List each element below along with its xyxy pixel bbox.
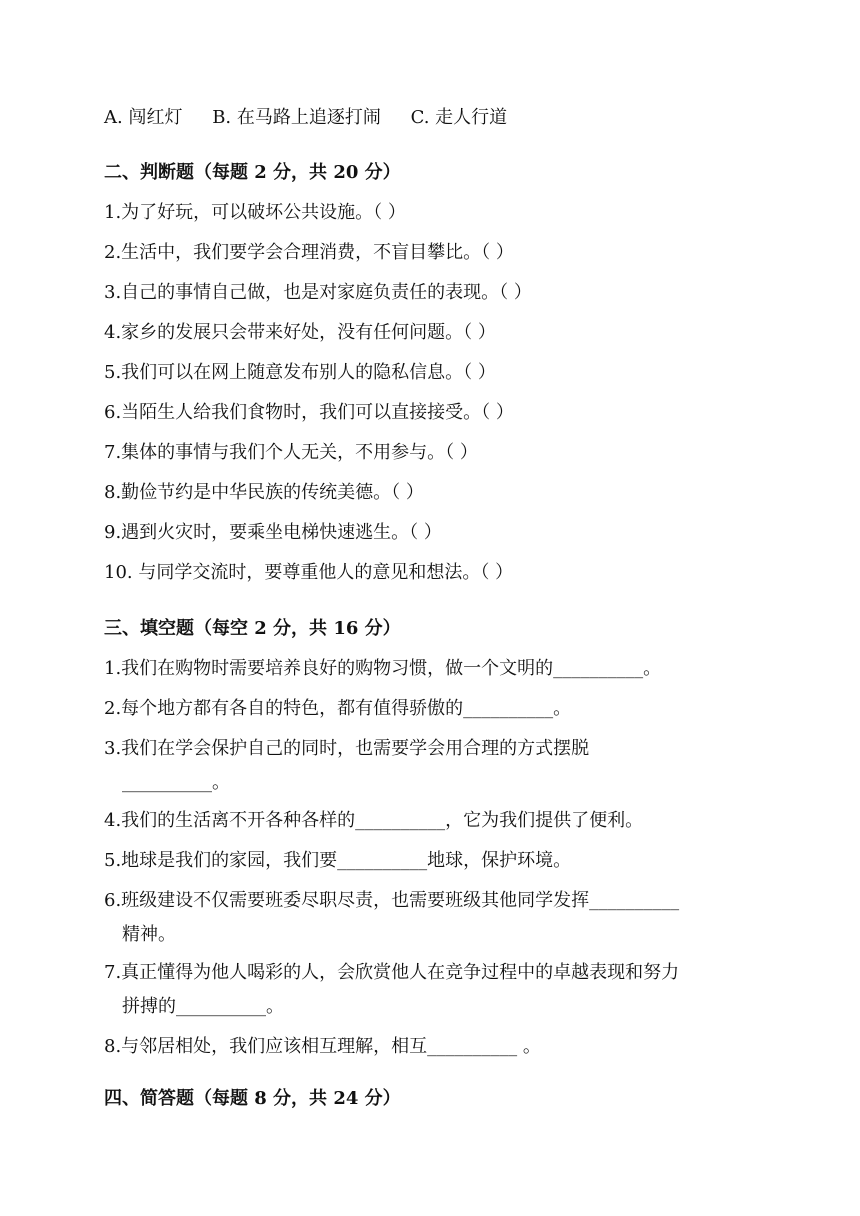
true-false-item: 7.集体的事情与我们个人无关，不用参与。（ ） (104, 442, 478, 463)
fill-blank-item: 2.每个地方都有各自的特色，都有值得骄傲的__________。 (104, 698, 572, 719)
section-heading-short-answer: 四、简答题（每题 8 分，共 24 分） (104, 1088, 401, 1109)
section-heading-true-false: 二、判断题（每题 2 分，共 20 分） (104, 162, 401, 183)
true-false-item: 2.生活中，我们要学会合理消费，不盲目攀比。（ ） (104, 242, 514, 263)
true-false-item: 6.当陌生人给我们食物时，我们可以直接接受。（ ） (104, 402, 514, 423)
true-false-item: 8.勤俭节约是中华民族的传统美德。（ ） (104, 482, 424, 503)
true-false-item: 9.遇到火灾时，要乘坐电梯快速逃生。（ ） (104, 522, 442, 543)
choice-options-line (104, 106, 507, 130)
section-heading-fill-blank: 三、填空题（每空 2 分，共 16 分） (104, 618, 401, 639)
fill-blank-item: 3.我们在学会保护自己的同时，也需要学会用合理的方式摆脱 (104, 738, 590, 759)
fill-blank-item: 6.班级建设不仅需要班委尽职尽责，也需要班级其他同学发挥__________ (104, 890, 680, 911)
fill-blank-item: 5.地球是我们的家园，我们要__________地球，保护环境。 (104, 850, 572, 871)
fill-blank-item: 7.真正懂得为他人喝彩的人，会欣赏他人在竞争过程中的卓越表现和努力 (104, 962, 680, 983)
fill-blank-item-continuation: 精神。 (122, 924, 176, 945)
true-false-item: 10. 与同学交流时，要尊重他人的意见和想法。（ ） (104, 562, 514, 583)
option-c: C. 走人行道 (410, 107, 508, 128)
true-false-item: 4.家乡的发展只会带来好处，没有任何问题。（ ） (104, 322, 496, 343)
fill-blank-item: 8.与邻居相处，我们应该相互理解，相互__________ 。 (104, 1036, 541, 1057)
fill-blank-item: 4.我们的生活离不开各种各样的__________，它为我们提供了便利。 (104, 810, 644, 831)
fill-blank-item-continuation: 拼搏的__________。 (122, 996, 284, 1017)
true-false-item: 5.我们可以在网上随意发布别人的隐私信息。（ ） (104, 362, 496, 383)
true-false-item: 3.自己的事情自己做，也是对家庭负责任的表现。（ ） (104, 282, 532, 303)
option-a: A. 闯红灯 (104, 107, 183, 128)
fill-blank-item-continuation: __________。 (122, 772, 230, 793)
fill-blank-item: 1.我们在购物时需要培养良好的购物习惯，做一个文明的__________。 (104, 658, 662, 679)
true-false-item: 1.为了好玩，可以破坏公共设施。（ ） (104, 202, 406, 223)
option-b: B. 在马路上追逐打闹 (212, 107, 381, 128)
